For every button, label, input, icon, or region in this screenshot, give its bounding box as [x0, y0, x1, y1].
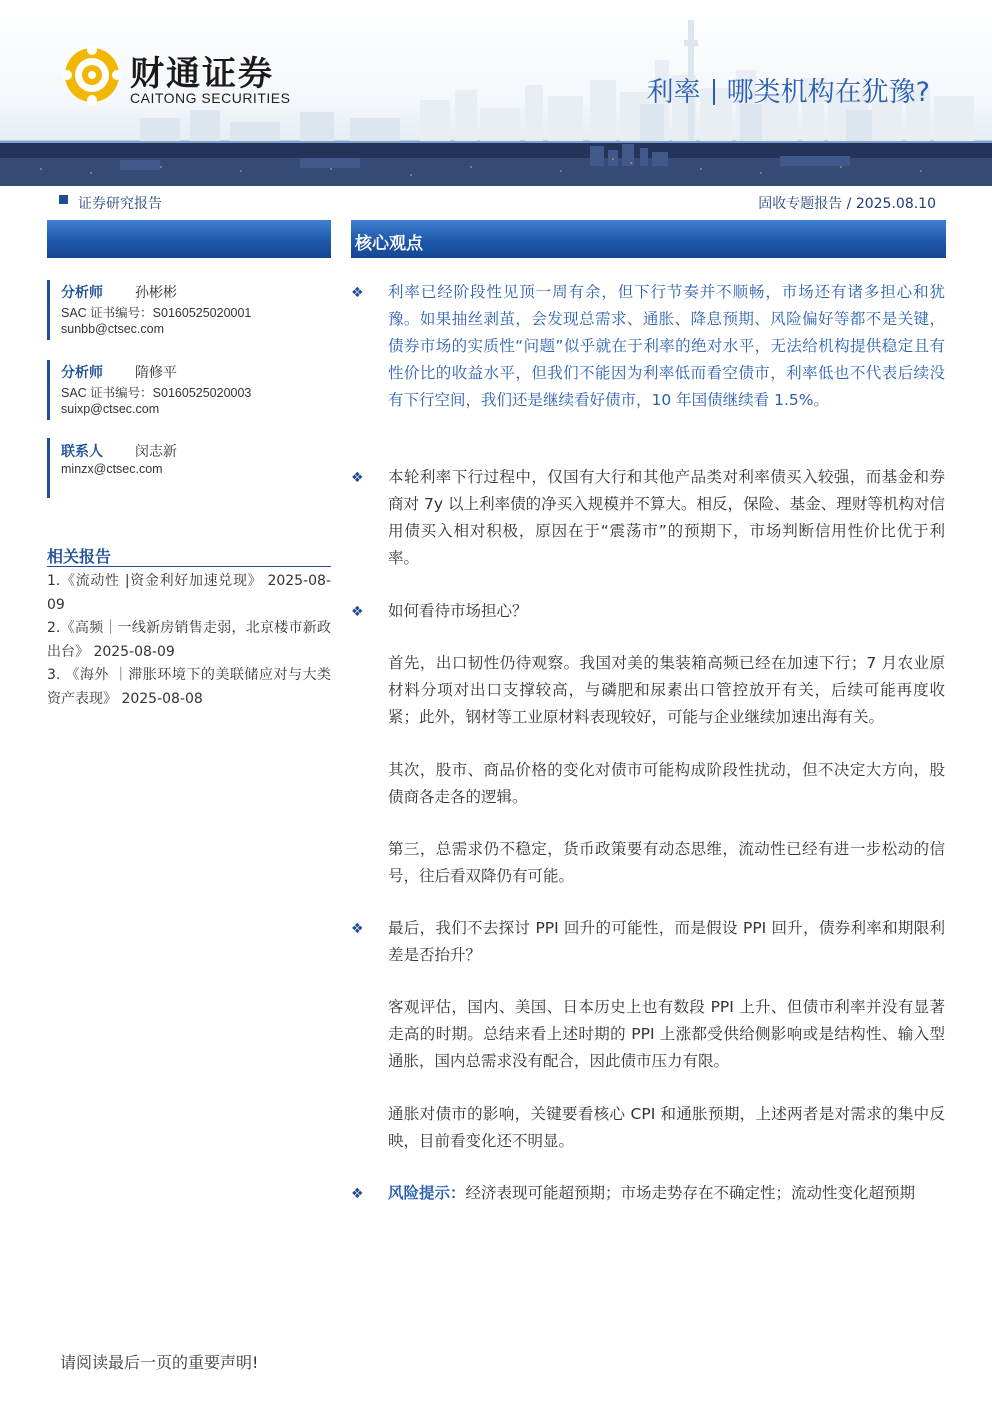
caitong-logo-icon	[62, 44, 122, 106]
core-paragraph: 本轮利率下行过程中，仅国有大行和其他产品类对利率债买入较强，而基金和券商对 7y 以上利率债的净买入规模并不算大。相反，保险、基金、理财等机构对信用债买入相对积极，原因在于“震荡市”的预期下，市场判断信用性价比优于利率。	[388, 468, 945, 567]
related-reports-rule	[47, 566, 331, 567]
core-paragraph: 首先，出口韧性仍待观察。我国对美的集装箱高频已经在加速下行；7 月农业原材料分项对出口支撑较高，与磷肥和尿素出口管控放开有关，后续可能再度收紧；此外，钢材等工业原材料表现较好，可能与企业继续加速出海有关。	[388, 654, 945, 726]
report-category: 证券研究报告	[78, 196, 162, 212]
contact-email[interactable]: minzx@ctsec.com	[61, 462, 163, 476]
square-bullet-icon	[59, 195, 68, 204]
contact-name: 闵志新	[135, 444, 177, 460]
core-paragraph: 利率已经阶段性见顶一周有余，但下行节奏并不顺畅，市场还有诸多担心和犹豫。如果抽丝剥茧，会发现总需求、通胀、降息预期、风险偏好等都不是关键，债券市场的实质性“问题”似乎就在于利率的绝对水平，无法给机构提供稳定且有性价比的收益水平，但我们不能因为利率低而看空债市，利率低也不代表后续没有下行空间，我们还是继续看好债市，10 年国债继续看 1.5%。	[388, 283, 945, 409]
related-report-link[interactable]: 3. 《海外 ｜滞胀环境下的美联储应对与大类资产表现》 2025-08-08	[47, 667, 331, 707]
analyst-name: 孙彬彬	[135, 285, 177, 301]
contact-role: 联系人	[61, 444, 103, 460]
company-logo	[62, 44, 302, 110]
related-report-link[interactable]: 1.《流动性 |资金利好加速兑现》 2025-08-09	[47, 573, 331, 613]
report-title-main: 哪类机构在犹豫?	[726, 77, 930, 108]
analyst-role: 分析师	[61, 285, 103, 301]
analyst-name: 隋修平	[135, 365, 177, 381]
analyst-cert: SAC 证书编号：S0160525020001	[61, 306, 252, 320]
risk-text: 经济表现可能超预期；市场走势存在不确定性；流动性变化超预期	[465, 1184, 916, 1202]
analyst-cert: SAC 证书编号：S0160525020003	[61, 386, 252, 400]
core-paragraph: 第三，总需求仍不稳定，货币政策要有动态思维，流动性已经有进一步松动的信号，往后看双降仍有可能。	[388, 840, 945, 885]
contact-card	[47, 438, 331, 498]
core-question: 如何看待市场担心？	[388, 602, 528, 620]
diamond-bullet-icon: ❖	[351, 470, 364, 486]
core-view-band	[351, 220, 946, 258]
core-paragraph: 客观评估，国内、美国、日本历史上也有数段 PPI 上升、但债市利率并没有显著走高的时期。总结来看上述时期的 PPI 上涨都受供给侧影响或是结构性、输入型通胀，国内总需求没有配合，因此债市压力有限。	[388, 998, 945, 1070]
company-name-en: CAITONG SECURITIES	[130, 90, 291, 106]
analyst-email[interactable]: sunbb@ctsec.com	[61, 322, 165, 336]
footer-notice: 请阅读最后一页的重要声明!	[60, 1353, 259, 1372]
related-report-link[interactable]: 2.《高频｜一线新房销售走弱，北京楼市新政出台》 2025-08-09	[47, 620, 331, 660]
report-type-date: 固收专题报告 / 2025.08.10	[758, 196, 936, 212]
related-reports-list	[47, 570, 331, 711]
diamond-bullet-icon: ❖	[351, 285, 364, 301]
analyst-email[interactable]: suixp@ctsec.com	[61, 402, 160, 416]
analyst-card	[47, 280, 331, 340]
analyst-accent-bar	[47, 360, 50, 420]
contact-accent-bar	[47, 438, 50, 498]
risk-label: 风险提示：	[388, 1184, 466, 1202]
core-paragraph: 其次，股市、商品价格的变化对债市可能构成阶段性扰动，但不决定大方向，股债商各走各的逻辑。	[388, 761, 945, 806]
analyst-accent-bar	[47, 280, 50, 340]
company-name-cn: 财通证券	[130, 54, 274, 94]
analyst-card	[47, 360, 331, 420]
diamond-bullet-icon: ❖	[351, 604, 364, 620]
header-rule	[0, 141, 992, 143]
left-header-band	[47, 220, 331, 258]
core-view-title: 核心观点	[355, 234, 423, 254]
title-separator	[713, 79, 715, 105]
analyst-role: 分析师	[61, 365, 103, 381]
report-title	[647, 70, 930, 109]
core-paragraph: 最后，我们不去探讨 PPI 回升的可能性，而是假设 PPI 回升，债券利率和期限利差是否抬升？	[388, 919, 945, 964]
risk-paragraph	[388, 1180, 945, 1207]
report-header	[0, 0, 992, 186]
info-bar	[0, 190, 992, 214]
diamond-bullet-icon: ❖	[351, 1186, 364, 1202]
related-reports-title: 相关报告	[47, 547, 112, 566]
report-title-topic: 利率	[646, 77, 701, 108]
diamond-bullet-icon: ❖	[351, 921, 364, 937]
core-paragraph: 通胀对债市的影响，关键要看核心 CPI 和通胀预期，上述两者是对需求的集中反映，目前看变化还不明显。	[388, 1105, 945, 1150]
